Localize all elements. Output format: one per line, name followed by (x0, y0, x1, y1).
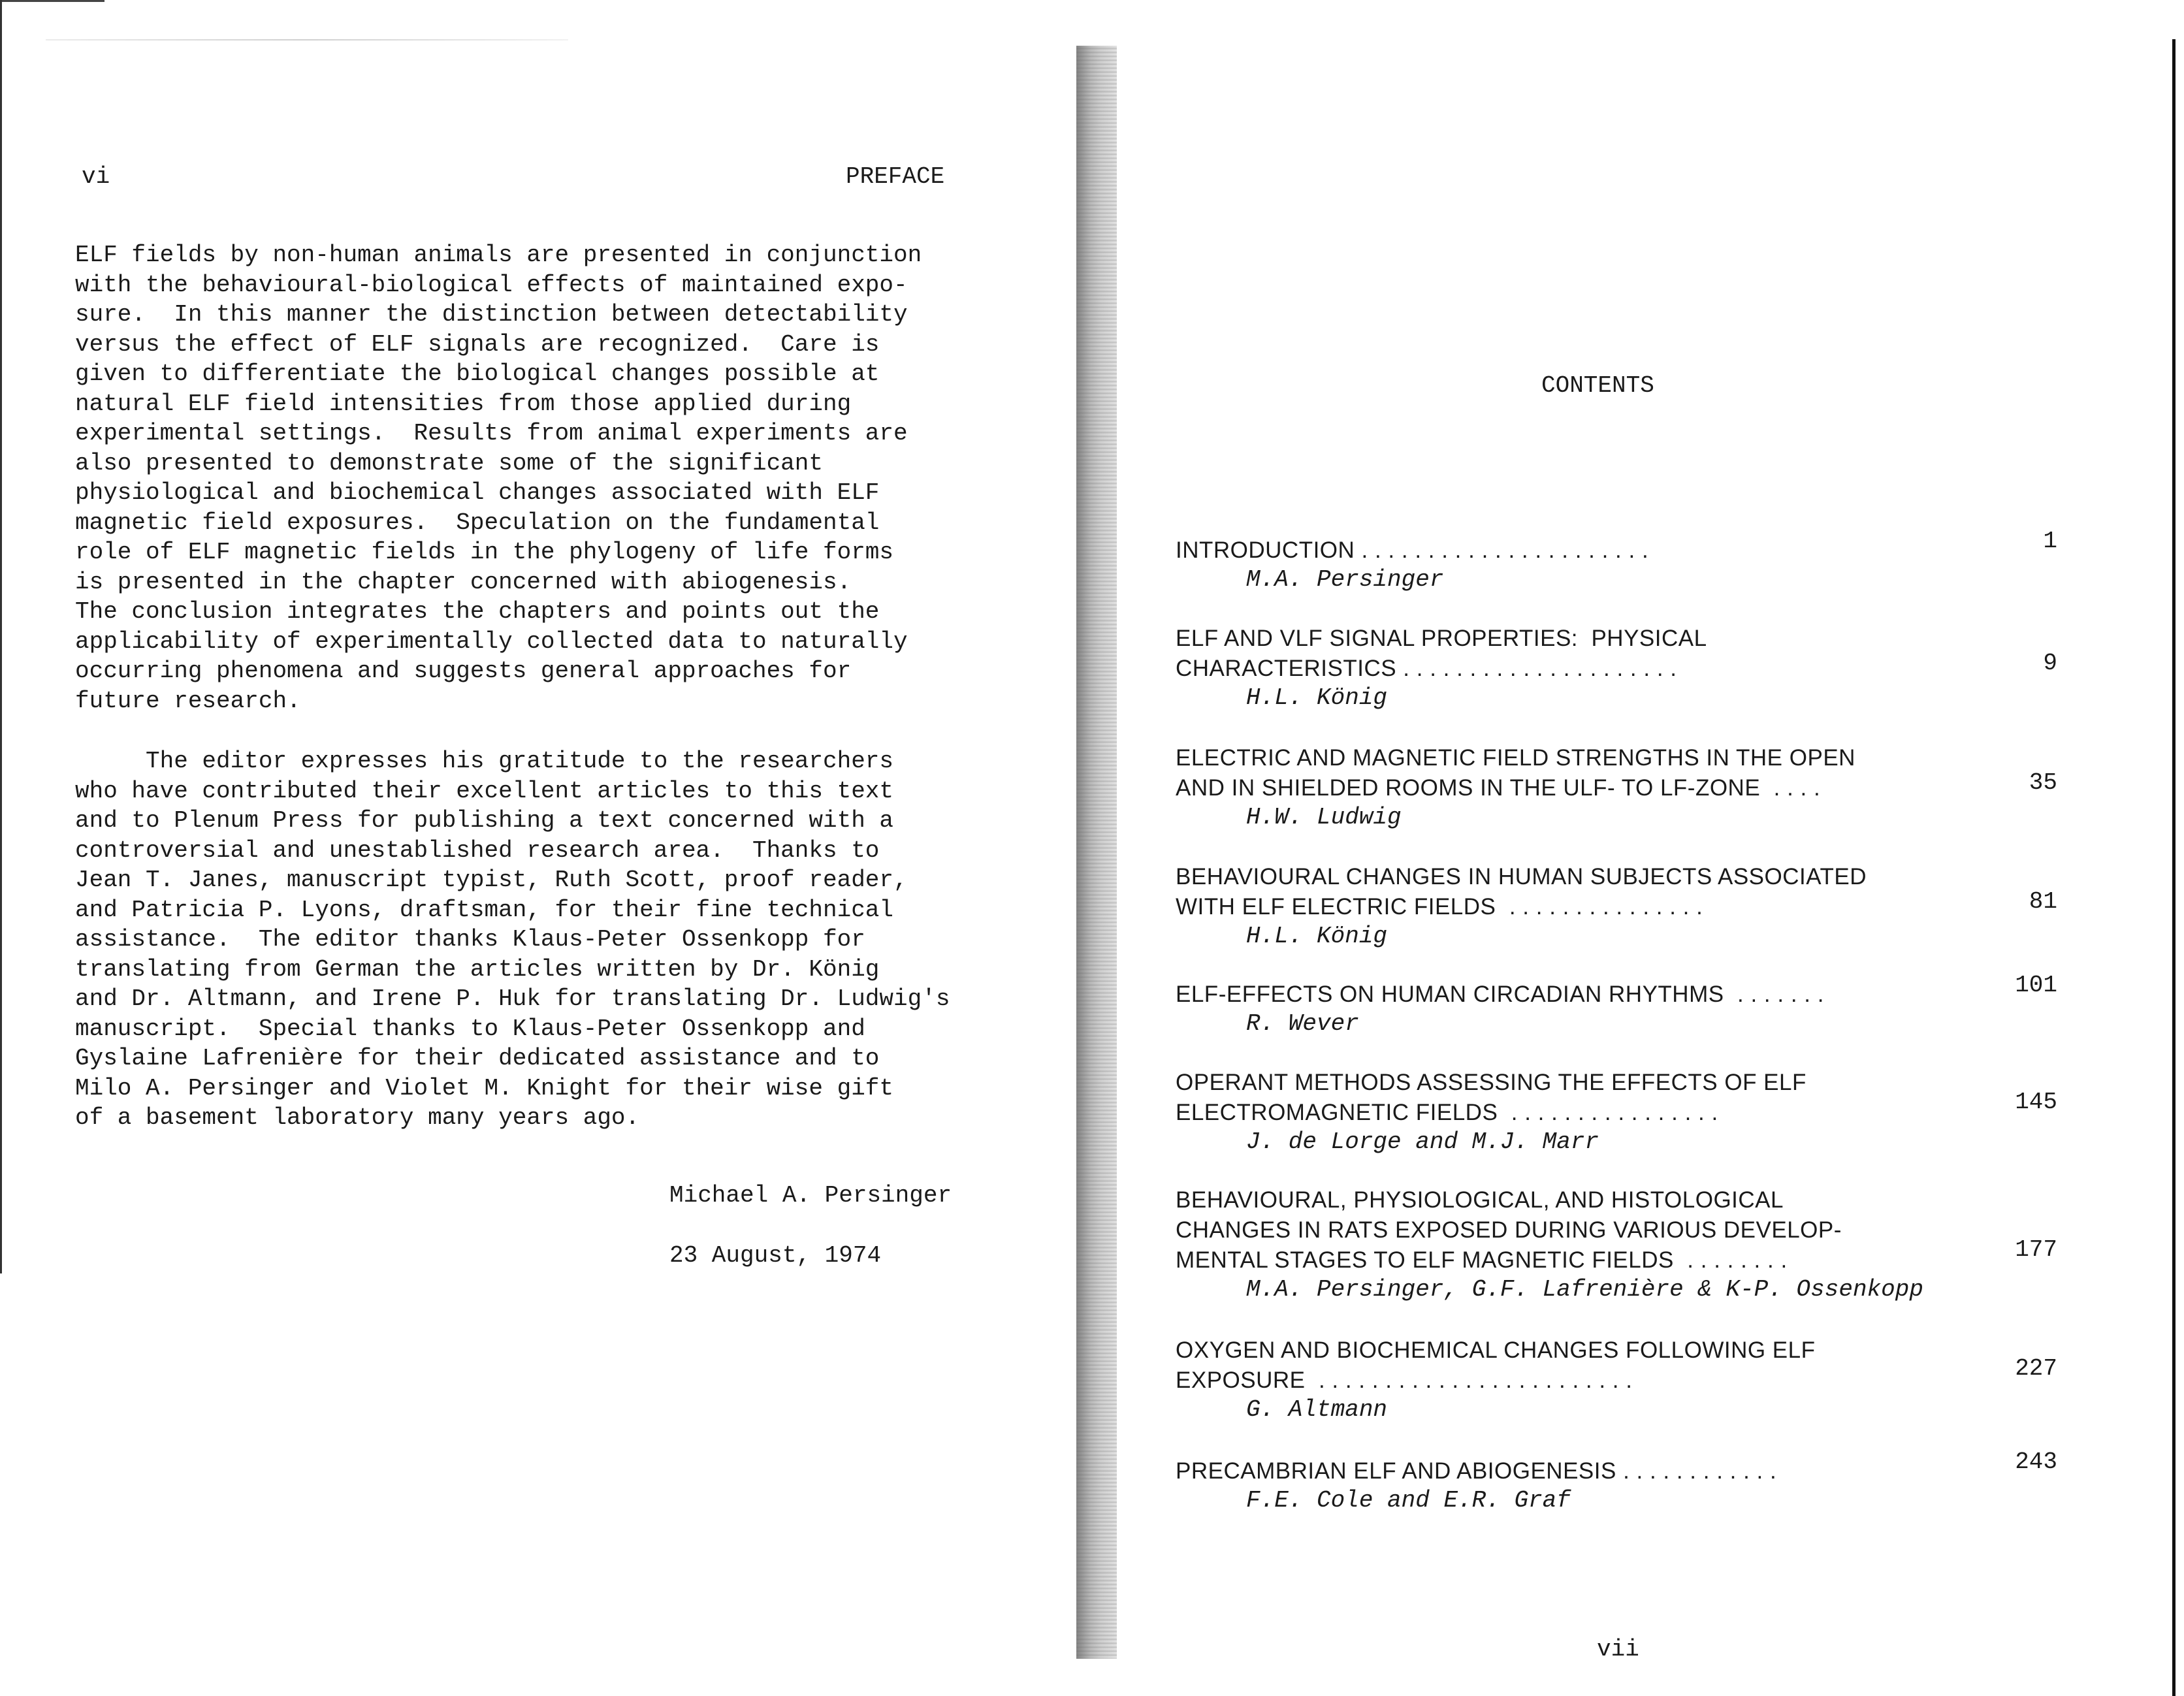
toc-entry-author: H.W. Ludwig (1246, 804, 1402, 831)
text-line: and Patricia P. Lyons, draftsman, for their fine technical (75, 896, 894, 923)
text-line: The conclusion integrates the chapters and points out the (75, 598, 880, 625)
text-line: Gyslaine Lafrenière for their dedicated assistance and to (75, 1045, 880, 1072)
toc-entry-page: 177 (2015, 1236, 2057, 1263)
text-line: assistance. The editor thanks Klaus-Peter Ossenkopp for (75, 926, 865, 953)
text-line: applicability of experimentally collected data to naturally (75, 628, 908, 655)
toc-entry (1176, 624, 2057, 712)
page-edge-right (2172, 39, 2176, 1696)
toc-entry (1176, 528, 2057, 594)
toc-entry-title: ELECTRIC AND MAGNETIC FIELD STRENGTHS IN THE OPEN (1176, 745, 1855, 771)
text-line: of a basement laboratory many years ago. (75, 1104, 640, 1131)
toc-entry-page: 81 (2029, 888, 2057, 915)
page-number-left: vi (82, 163, 110, 190)
text-line: ELF fields by non-human animals are presented in conjunction (75, 242, 922, 268)
toc-entry (1176, 1448, 2057, 1515)
toc-entry-title: ELF-EFFECTS ON HUMAN CIRCADIAN RHYTHMS . . . . . . . (1176, 982, 1824, 1007)
text-line: versus the effect of ELF signals are recognized. Care is (75, 330, 880, 358)
toc-entry-author: J. de Lorge and M.J. Marr (1246, 1128, 1599, 1155)
toc-entry-title: PRECAMBRIAN ELF AND ABIOGENESIS . . . . . . . . . . . . (1176, 1458, 1777, 1484)
toc-entry-title: OPERANT METHODS ASSESSING THE EFFECTS OF ELF (1176, 1070, 1807, 1095)
text-line: given to differentiate the biological changes possible at (75, 360, 880, 387)
text-line: future research. (75, 687, 301, 714)
preface-paragraph-1 (75, 240, 922, 716)
text-line: The editor expresses his gratitude to the researchers (75, 748, 894, 775)
page-edge-left (0, 0, 2, 1273)
toc-entry-title: CHARACTERISTICS . . . . . . . . . . . . . . . . . . . . . (1176, 656, 1677, 681)
toc-entry-title: CHANGES IN RATS EXPOSED DURING VARIOUS DEVELOP- (1176, 1217, 1842, 1243)
page-number-right: vii (1597, 1636, 1639, 1663)
toc-entry-page: 35 (2029, 769, 2057, 796)
running-title: PREFACE (846, 163, 945, 190)
toc-entry (1176, 972, 2057, 1038)
text-line: manuscript. Special thanks to Klaus-Peter Ossenkopp and (75, 1015, 865, 1042)
toc-entry-title: OXYGEN AND BIOCHEMICAL CHANGES FOLLOWING ELF (1176, 1337, 1816, 1363)
toc-entry (1176, 1336, 2057, 1424)
toc-entry-page: 1 (2043, 528, 2057, 554)
toc-entry-author: M.A. Persinger, G.F. Lafrenière & K-P. Ossenkopp (1246, 1276, 1923, 1303)
toc-entry-author: R. Wever (1246, 1010, 1359, 1037)
toc-entry-title: AND IN SHIELDED ROOMS IN THE ULF- TO LF-ZONE . . . . (1176, 775, 1821, 801)
scan-edge-line (0, 0, 104, 2)
toc-entry-author: M.A. Persinger (1246, 566, 1444, 593)
toc-entry-title: WITH ELF ELECTRIC FIELDS . . . . . . . . . . . . . . . (1176, 894, 1703, 920)
text-line: physiological and biochemical changes associated with ELF (75, 479, 880, 506)
text-line: also presented to demonstrate some of the significant (75, 449, 823, 477)
toc-entry-author: G. Altmann (1246, 1396, 1388, 1423)
text-line: who have contributed their excellent articles to this text (75, 777, 894, 805)
preface-paragraph-2 (75, 746, 950, 1133)
toc-entry (1176, 743, 2057, 832)
text-line: is presented in the chapter concerned with abiogenesis. (75, 568, 852, 596)
preface-page (75, 163, 989, 1269)
text-line: role of ELF magnetic fields in the phylogeny of life forms (75, 539, 894, 566)
book-gutter-shadow (1076, 46, 1117, 1659)
text-line: magnetic field exposures. Speculation on the fundamental (75, 509, 880, 536)
text-line: natural ELF field intensities from those applied during (75, 390, 852, 417)
toc-entry (1176, 1068, 2057, 1157)
text-line: translating from German the articles written by Dr. König (75, 955, 880, 983)
text-line: and Dr. Altmann, and Irene P. Huk for translating Dr. Ludwig's (75, 985, 950, 1012)
running-head (75, 163, 989, 196)
toc-entry-page: 101 (2015, 972, 2057, 999)
toc-entry-title: INTRODUCTION . . . . . . . . . . . . . . . . . . . . . . (1176, 537, 1649, 563)
scan-artifact-line (46, 39, 568, 40)
toc-entry-title: ELECTROMAGNETIC FIELDS . . . . . . . . . . . . . . . . (1176, 1100, 1718, 1125)
contents-heading: CONTENTS (1541, 372, 1654, 399)
text-line: with the behavioural-biological effects of maintained expo- (75, 271, 908, 298)
toc-entry-author: H.L. König (1246, 684, 1388, 711)
preface-date: 23 August, 1974 (669, 1242, 882, 1269)
toc-entry-page: 145 (2015, 1089, 2057, 1115)
toc-entry-author: F.E. Cole and E.R. Graf (1246, 1487, 1571, 1514)
text-line: controversial and unestablished research area. Thanks to (75, 837, 880, 864)
toc-entry-title: EXPOSURE . . . . . . . . . . . . . . . . . . . . . . . . (1176, 1368, 1633, 1393)
toc-entry (1176, 1185, 2057, 1304)
toc-entry-page: 227 (2015, 1355, 2057, 1382)
text-line: sure. In this manner the distinction between detectability (75, 301, 908, 328)
toc-entry (1176, 862, 2057, 951)
toc-entry-title: BEHAVIOURAL CHANGES IN HUMAN SUBJECTS ASSOCIATED (1176, 864, 1867, 889)
text-line: Milo A. Persinger and Violet M. Knight for their wise gift (75, 1074, 894, 1102)
toc-entry-title: ELF AND VLF SIGNAL PROPERTIES: PHYSICAL (1176, 626, 1707, 651)
text-line: and to Plenum Press for publishing a text concerned with a (75, 807, 894, 834)
toc-entry-title: BEHAVIOURAL, PHYSIOLOGICAL, AND HISTOLOGICAL (1176, 1187, 1784, 1213)
editor-signature: Michael A. Persinger (669, 1182, 952, 1209)
toc-entry-author: H.L. König (1246, 923, 1388, 950)
toc-entry-page: 243 (2015, 1448, 2057, 1475)
text-line: occurring phenomena and suggests general approaches for (75, 658, 852, 684)
toc-entry-page: 9 (2043, 650, 2057, 677)
text-line: Jean T. Janes, manuscript typist, Ruth Scott, proof reader, (75, 867, 908, 893)
text-line: experimental settings. Results from animal experiments are (75, 420, 908, 447)
toc-entry-title: MENTAL STAGES TO ELF MAGNETIC FIELDS . . . . . . . . (1176, 1247, 1788, 1273)
